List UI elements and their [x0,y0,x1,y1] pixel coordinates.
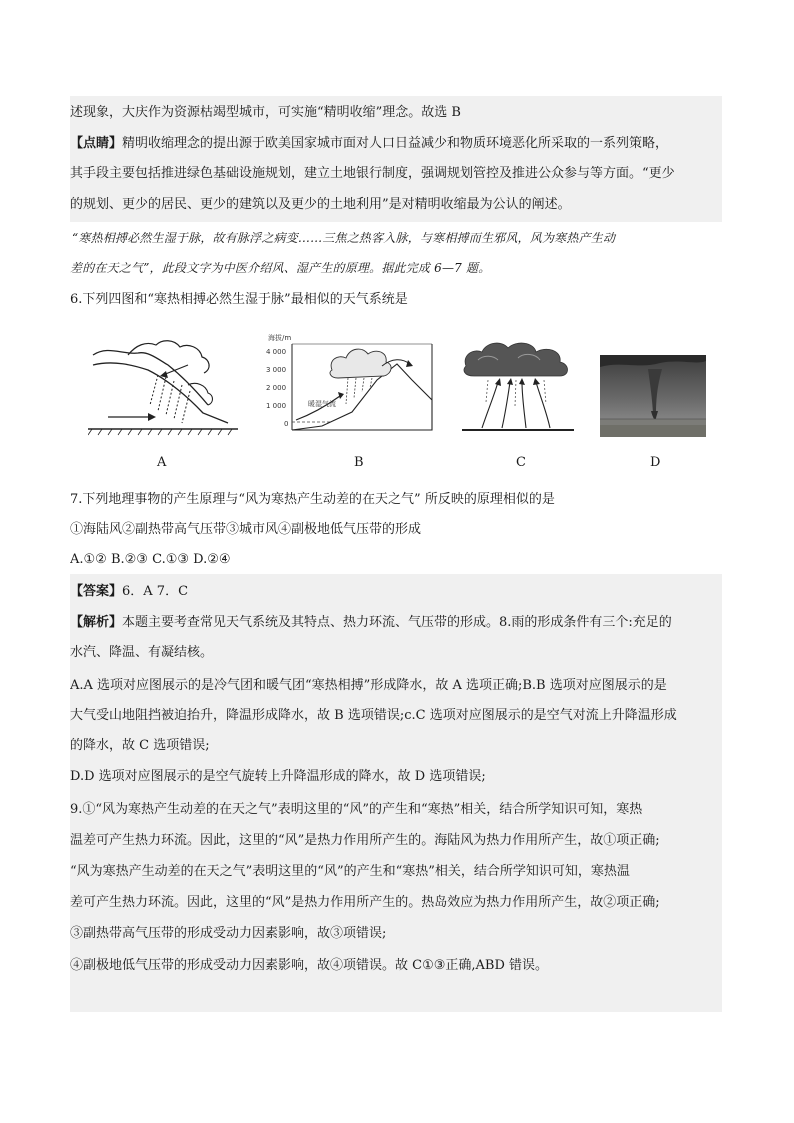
quote-line-2: 差的在天之气”，此段文字为中医介绍风、湿产生的原理。据此完成 6—7 题。 [70,261,491,275]
figure-b-label: B [354,455,364,470]
b-flow-label: 暖湿气流 [308,400,336,408]
explanation-line-5: 的降水，故 C 选项错误; [70,738,210,753]
explanation-line-8: 温差可产生热力环流。因此，这里的“风”是热力作用所产生的。海陆风为热力作用所产生，故①项正确; [70,833,660,848]
tip-tag: 【点睛】 [70,136,123,151]
b-tick-0: 0 [284,420,289,428]
explanation-tag: 【解析】 [70,615,123,630]
answer-tag: 【答案】 [70,584,123,599]
figure-d-label: D [650,455,661,470]
explanation-line-2: 水汽、降温、有凝结核。 [70,645,214,660]
tip-paragraph-line-1: 【点睛】精明收缩理念的提出源于欧美国家城市面对人口日益减少和物质环境恶化所采取的一系列策略， [70,136,669,151]
shaded-block-answer [70,574,722,1012]
b-tick-4000: 4 000 [266,348,287,356]
tip-paragraph-line-3: 的规划、更少的居民、更少的建筑以及更少的土地利用”是对精明收缩最为公认的阐述。 [70,197,571,212]
figure-a-front [88,325,238,437]
explanation-line-12: ④副极地低气压带的形成受动力因素影响，故④项错误。故 C①③正确,ABD 错误。 [70,958,549,973]
b-tick-1000: 1 000 [266,402,287,410]
question-7-options: A.①② B.②③ C.①③ D.②④ [70,552,231,567]
figure-d-tornado-photo [600,355,706,437]
explanation-line-3: A.A 选项对应图展示的是冷气团和暖气团“寒热相搏”形成降水，故 A 选项正确;B.B 选项对应图展示的是 [70,678,667,693]
figure-c-convection [458,340,578,436]
question-7: 7.下列地理事物的产生原理与“风为寒热产生动差的在天之气” 所反映的原理相似的是 [70,492,555,507]
explanation-line-6: D.D 选项对应图展示的是空气旋转上升降温形成的降水，故 D 选项错误; [70,769,486,784]
explanation-line-11: ③副热带高气压带的形成受动力因素影响，故③项错误; [70,926,387,941]
b-axis-title: 海拔/m [268,334,292,342]
figure-a-label: A [157,455,167,470]
question-7-items: ①海陆风②副热带高气压带③城市风④副极地低气压带的形成 [70,522,422,537]
question-6: 6.下列四图和“寒热相搏必然生湿于脉”最相似的天气系统是 [70,292,408,307]
tip-paragraph-line-2: 其手段主要包括推进绿色基础设施规划，建立土地银行制度，强调规划管控及推进公众参与等方面。“更少 [70,166,675,181]
text-line-1: 述现象，大庆作为资源枯竭型城市，可实施“精明收缩”理念。故选 B [70,105,461,120]
figure-b-orographic [262,330,434,438]
b-tick-2000: 2 000 [266,384,287,392]
figure-c-label: C [516,455,526,470]
explanation-line-4: 大气受山地阻挡被迫抬升，降温形成降水，故 B 选项错误;c.C 选项对应图展示的是空气对流上升降温形成 [70,708,677,723]
explanation-line-9: “风为寒热产生动差的在天之气”表明这里的“风”的产生和“寒热”相关，结合所学知识可知，寒热温 [70,864,630,879]
explanation-line-1: 【解析】本题主要考查常见天气系统及其特点、热力环流、气压带的形成。8.雨的形成条件有三个:充足的 [70,615,672,630]
answer-line: 【答案】6．A 7．C [70,584,189,599]
b-tick-3000: 3 000 [266,366,287,374]
quote-line-1: “寒热相搏必然生湿于脉，故有脉浮之病变……三焦之热客入脉，与寒相搏而生邪风，风为寒热产生动 [72,231,616,245]
explanation-line-10: 差可产生热力环流。因此，这里的“风”是热力作用所产生的。热岛效应为热力作用所产生，故②项正确; [70,895,660,910]
explanation-line-7: 9.①“风为寒热产生动差的在天之气”表明这里的“风”的产生和“寒热”相关，结合所学知识可知，寒热 [70,802,643,817]
